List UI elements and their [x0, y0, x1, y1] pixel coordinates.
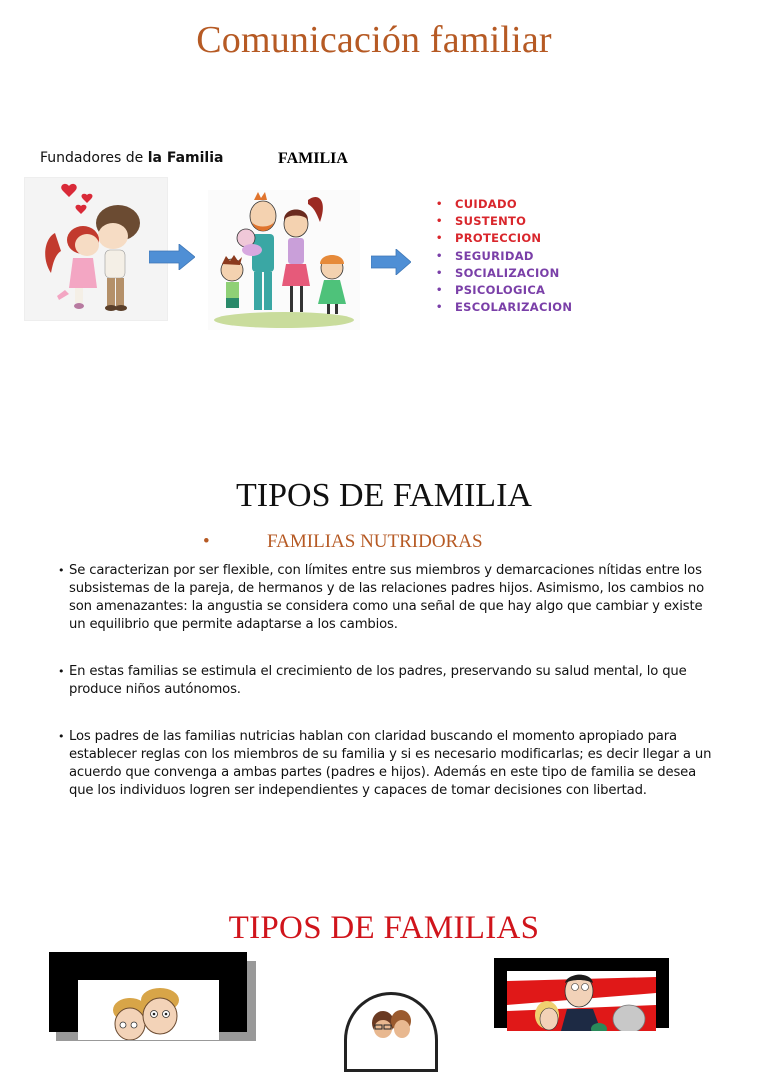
- list-item: [436, 196, 572, 213]
- founders-label: [40, 150, 223, 166]
- paragraph: [58, 728, 718, 800]
- list-item: [436, 299, 572, 316]
- family-functions-list: [436, 196, 572, 316]
- founders-label-prefix: Fundadores de: [40, 150, 148, 166]
- section-title: TIPOS DE FAMILIA: [236, 477, 532, 514]
- cartoon-couple-image: [78, 980, 219, 1040]
- familia-label: FAMILIA: [278, 150, 348, 167]
- list-item: [436, 213, 572, 230]
- bullet-icon: •: [58, 730, 65, 743]
- paragraph: [58, 663, 718, 699]
- paragraph: [58, 562, 718, 634]
- slide-title: Comunicación familiar: [196, 19, 552, 61]
- arrow-right-icon: [149, 244, 195, 270]
- paragraph-text: En estas familias se estimula el crecimiento de los padres, preservando su salud mental, lo que produce niños autónomos.: [69, 664, 687, 697]
- bullet-icon: •: [58, 564, 65, 577]
- list-item-label: ESCOLARIZACION: [455, 300, 573, 315]
- list-item: [436, 265, 572, 282]
- list-item-label: CUIDADO: [455, 197, 517, 211]
- cartoon-family-tv-icon: [507, 971, 656, 1031]
- cartoon-family-icon: [347, 1001, 435, 1041]
- bullet-icon: •: [203, 531, 210, 552]
- list-item: [436, 248, 572, 265]
- arrow-right-icon: [371, 249, 411, 275]
- cartoon-american-dad-image: [507, 971, 656, 1031]
- cartoon-couple-icon: [78, 980, 219, 1040]
- couple-kissing-illustration-icon: [25, 178, 167, 320]
- subsection-heading: [203, 531, 483, 553]
- list-item: [436, 230, 572, 247]
- founders-label-bold: la Familia: [147, 150, 224, 166]
- list-item: [436, 282, 572, 299]
- list-item-label: PROTECCION: [455, 231, 542, 246]
- bullet-icon: •: [58, 665, 65, 678]
- list-item-label: SOCIALIZACION: [455, 265, 560, 280]
- list-item-label: SUSTENTO: [455, 214, 527, 229]
- list-item-label: SEGURIDAD: [455, 248, 534, 263]
- paragraph-text: Los padres de las familias nutricias hablan con claridad buscando el momento apropiado para establecer reglas con los miembros de su familia y si es necesario modificarlas; es decir llegar a un acuerdo que convenga a ambas partes (padres e hijos). Además en este tipo de familia se desea que los individuos logren ser independientes y capaces de tomar decisiones con libertad.: [69, 729, 712, 798]
- list-item-label: PSICOLOGICA: [455, 282, 546, 297]
- family-image: [208, 190, 360, 330]
- section-title-2: TIPOS DE FAMILIAS: [228, 910, 540, 946]
- family-illustration-icon: [208, 190, 360, 330]
- paragraph-text: Se caracterizan por ser flexible, con límites entre sus miembros y demarcaciones nítidas entre los subsistemas de la pareja, de hermanos y de las relaciones padres hijos. Asimismo, los cambios no son amenazantes: la angustia se considera como una señal de que hay algo que cambiar y existe un equilibrio que permite adaptarse a los cambios.: [69, 563, 705, 632]
- subsection-label: FAMILIAS NUTRIDORAS: [267, 531, 483, 552]
- cartoon-family-oval-image: [344, 992, 438, 1072]
- couple-image: [24, 177, 168, 321]
